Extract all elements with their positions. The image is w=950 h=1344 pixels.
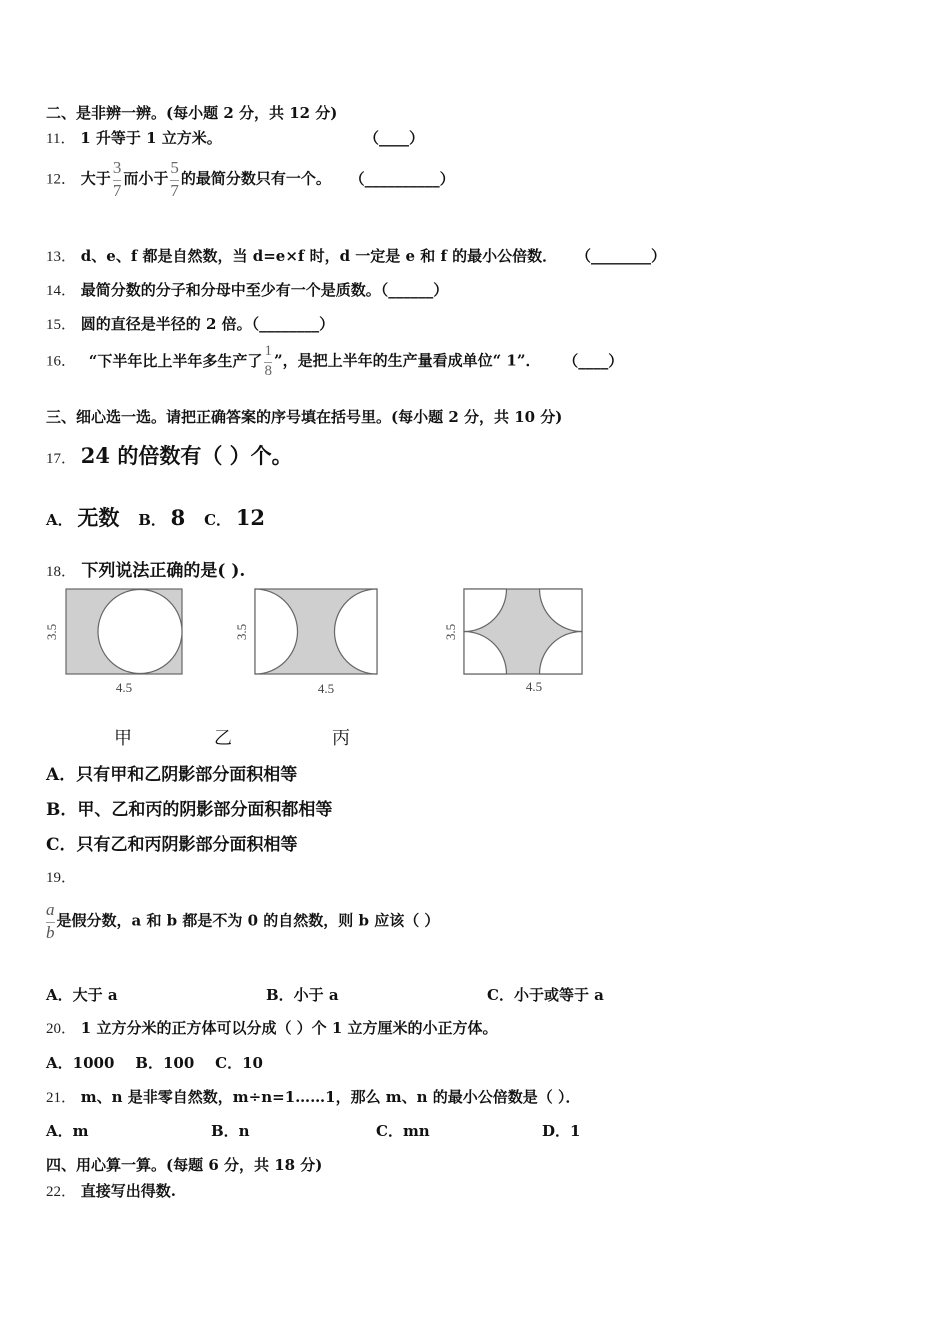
option-c[interactable]: C．只有乙和丙阴影部分面积相等 [46,835,298,855]
question-text-post: 的最简分数只有一个。 [180,169,331,188]
fraction-5-7: $\frac{5}{7}$ [170,158,179,200]
figure-name-yi: 乙 [214,728,232,749]
question-20-options[interactable]: A．1000 B．100 C．10 [46,1054,263,1072]
question-text: m、n 是非零自然数，m÷n=1……1，那么 m、n 的最小公倍数是（ ）． [80,1088,581,1106]
question-number: 12． [46,171,77,188]
question-text: d、e、f 都是自然数，当 d=e×f 时，d 一定是 e 和 f 的最小公倍数． [80,247,558,265]
question-21 [46,1086,581,1107]
question-15 [46,313,334,334]
question-number: 21． [46,1090,77,1106]
question-16 [46,343,623,380]
fraction-3-7: $\frac{3}{7}$ [112,158,122,200]
option-a[interactable]: A．大于 a [46,986,118,1004]
figure-name-bing: 丙 [332,728,350,749]
question-number: 11． [46,131,76,147]
width-label: 4.5 [525,679,543,694]
height-label: 3.5 [234,623,249,641]
question-18 [46,556,245,581]
option-a[interactable]: A．只有甲和乙阴影部分面积相等 [46,765,298,785]
question-text: 1 升等于 1 立方米。 [80,129,222,147]
question-number: 14． [46,283,77,299]
question-20 [46,1017,498,1038]
answer-blank[interactable]: （____） [563,351,624,370]
question-17 [46,440,293,470]
question-number: 15． [46,317,77,333]
question-17-options [46,502,265,532]
question-number: 13． [46,249,77,265]
option-a-label: A． [46,511,73,529]
question-13 [46,245,666,266]
option-b[interactable]: B．n [211,1122,250,1140]
fraction-a-b: $\frac{a}{b}$ [46,900,55,942]
question-text-pre: “下半年比上半年多生产了 [88,351,263,370]
question-text-mid: 而小于 [123,169,169,188]
section-4-header: 四、用心算一算。(每题 6 分，共 18 分) [46,1156,323,1174]
section-2-header: 二、是非辨一辨。(每小题 2 分，共 12 分) [46,104,338,122]
option-c-value[interactable]: 12 [235,505,266,530]
question-text: 下列说法正确的是( ). [81,561,246,581]
option-a[interactable]: A．m [46,1122,89,1140]
answer-blank[interactable]: （__________） [349,169,455,188]
question-14 [46,279,448,300]
question-text: 是假分数，a 和 b 都是不为 0 的自然数，则 b 应该（ ） [56,911,440,930]
question-text: 24 的倍数有（ ）个。 [80,443,293,468]
width-label: 4.5 [317,681,335,696]
option-c[interactable]: C．mn [376,1122,430,1140]
question-text-pre: 大于 [80,169,111,188]
option-c[interactable]: C．小于或等于 a [487,986,604,1004]
option-b[interactable]: B．甲、乙和丙的阴影部分面积都相等 [46,800,333,820]
option-d[interactable]: D．1 [542,1122,581,1140]
question-number: 17． [46,451,77,467]
question-text: 圆的直径是半径的 2 倍。（________） [80,315,335,333]
question-number: 22． [46,1184,77,1200]
figure-name-jia: 甲 [114,728,132,749]
question-text: 直接写出得数. [80,1182,177,1200]
option-c-label: C． [204,511,232,529]
question-text: 最简分数的分子和分母中至少有一个是质数。（______） [80,281,449,299]
question-12 [46,158,455,201]
height-label: 3.5 [44,623,59,641]
height-label: 3.5 [443,623,458,641]
option-b[interactable]: B．小于 a [266,986,339,1004]
figure-jia [44,589,182,695]
question-22 [46,1180,176,1201]
question-number: 18． [46,564,77,580]
question-text-post: ”，是把上半年的生产量看成单位“ 1”． [273,351,541,370]
answer-blank[interactable]: （____） [364,129,425,147]
question-11 [46,127,425,148]
shaded-area-figures [44,586,604,712]
question-19-number [46,866,76,887]
question-19 [46,900,439,943]
question-text: 1 立方分米的正方体可以分成（ ）个 1 立方厘米的小正方体。 [80,1019,498,1037]
figure-bing [443,589,582,694]
figure-yi [234,589,377,696]
option-b-label: B． [138,511,166,529]
question-number: 19． [46,870,77,886]
section-3-header: 三、细心选一选。请把正确答案的序号填在括号里。(每小题 2 分，共 10 分) [46,408,563,426]
width-label: 4.5 [115,680,133,695]
question-number: 16． [46,353,77,370]
question-number: 20． [46,1021,77,1037]
answer-blank[interactable]: （________） [575,247,666,265]
option-a-value[interactable]: 无数 [77,505,120,530]
option-b-value[interactable]: 8 [170,505,186,530]
fraction-1-8: $\frac{1}{8}$ [264,343,272,379]
